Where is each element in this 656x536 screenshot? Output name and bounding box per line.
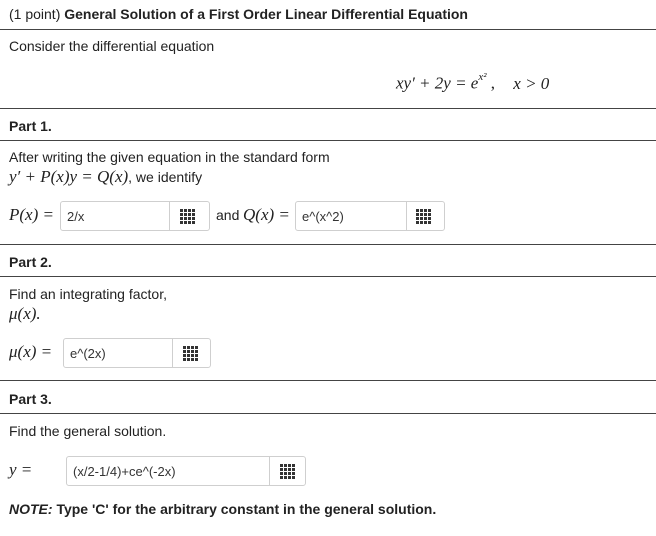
- equation-editor-icon[interactable]: [178, 207, 198, 225]
- part2-instruction: Find an integrating factor,: [9, 286, 167, 302]
- grid-dot: [420, 209, 423, 212]
- grid-dot: [183, 358, 186, 361]
- grid-dot: [195, 350, 198, 353]
- grid-dot: [424, 217, 427, 220]
- grid-dot: [191, 350, 194, 353]
- q-answer-field: [295, 201, 445, 231]
- y-answer-field: [66, 456, 306, 486]
- grid-dot: [428, 221, 431, 224]
- part3-instruction: Find the general solution.: [9, 423, 167, 439]
- grid-dot: [188, 217, 191, 220]
- grid-dot: [428, 213, 431, 216]
- grid-dot: [292, 476, 295, 479]
- grid-dot: [195, 354, 198, 357]
- grid-dot: [192, 209, 195, 212]
- grid-dot: [416, 213, 419, 216]
- grid-dot: [192, 217, 195, 220]
- grid-dot: [183, 350, 186, 353]
- grid-dot: [180, 221, 183, 224]
- grid-dot: [183, 354, 186, 357]
- grid-dot: [428, 209, 431, 212]
- grid-dot: [424, 213, 427, 216]
- grid-dot: [288, 472, 291, 475]
- grid-dot: [280, 476, 283, 479]
- grid-dot: [184, 213, 187, 216]
- identify-text: , we identify: [128, 169, 203, 185]
- grid-dot: [284, 468, 287, 471]
- mu-text: μ(x).: [9, 304, 41, 323]
- grid-dot: [191, 346, 194, 349]
- part1-heading: Part 1.: [9, 118, 52, 134]
- grid-dot: [187, 354, 190, 357]
- grid-dot: [420, 217, 423, 220]
- mu-label: μ(x) =: [9, 342, 53, 361]
- problem-title: General Solution of a First Order Linear Differential Equation: [64, 6, 468, 22]
- grid-dot: [188, 221, 191, 224]
- equation-editor-icon[interactable]: [181, 344, 201, 362]
- grid-dot: [191, 354, 194, 357]
- grid-dot: [188, 213, 191, 216]
- grid-dot: [416, 209, 419, 212]
- grid-dot: [280, 468, 283, 471]
- q-answer-input[interactable]: [296, 202, 406, 230]
- grid-dot: [187, 350, 190, 353]
- standard-form: y′ + P(x)y = Q(x): [9, 167, 129, 186]
- grid-dot: [292, 468, 295, 471]
- grid-dot: [180, 217, 183, 220]
- grid-dot: [280, 464, 283, 467]
- differential-equation: [396, 73, 549, 94]
- grid-dot: [180, 213, 183, 216]
- grid-dot: [184, 209, 187, 212]
- equation-editor-icon[interactable]: [414, 207, 434, 225]
- q-label: Q(x) =: [243, 205, 290, 224]
- grid-dot: [184, 217, 187, 220]
- grid-dot: [192, 213, 195, 216]
- mu-answer-field: [63, 338, 211, 368]
- grid-dot: [187, 358, 190, 361]
- grid-dot: [424, 209, 427, 212]
- divider: [0, 29, 656, 30]
- grid-dot: [284, 476, 287, 479]
- grid-dot: [416, 217, 419, 220]
- divider: [0, 140, 656, 141]
- divider: [0, 108, 656, 109]
- grid-dot: [424, 221, 427, 224]
- grid-dot: [428, 217, 431, 220]
- part2-heading: Part 2.: [9, 254, 52, 270]
- divider: [0, 276, 656, 277]
- grid-dot: [188, 209, 191, 212]
- grid-dot: [187, 346, 190, 349]
- y-answer-input[interactable]: [67, 457, 269, 485]
- equation-condition: x > 0: [513, 73, 550, 93]
- intro-text: Consider the differential equation: [9, 38, 215, 54]
- grid-dot: [416, 221, 419, 224]
- divider: [0, 413, 656, 414]
- p-answer-input[interactable]: [61, 202, 169, 230]
- grid-dot: [292, 464, 295, 467]
- grid-dot: [292, 472, 295, 475]
- note-text: Type 'C' for the arbitrary constant in the general solution.: [56, 501, 437, 517]
- divider: [0, 244, 656, 245]
- part3-heading: Part 3.: [9, 391, 52, 407]
- p-label: P(x) =: [9, 205, 54, 224]
- grid-dot: [420, 213, 423, 216]
- problem-header: [9, 6, 468, 22]
- divider: [0, 380, 656, 381]
- equation-editor-icon[interactable]: [278, 462, 298, 480]
- y-label: y =: [9, 460, 33, 479]
- mu-answer-input[interactable]: [64, 339, 172, 367]
- grid-dot: [420, 221, 423, 224]
- grid-dot: [191, 358, 194, 361]
- grid-dot: [288, 464, 291, 467]
- grid-dot: [195, 358, 198, 361]
- equation-lhs: xy′ + 2y = e: [396, 73, 479, 93]
- note: [9, 501, 436, 517]
- part1-instruction: After writing the given equation in the standard form: [9, 149, 330, 165]
- points-label: (1 point): [9, 6, 61, 22]
- grid-dot: [280, 472, 283, 475]
- and-text: and: [216, 207, 240, 223]
- grid-dot: [184, 221, 187, 224]
- note-label: NOTE:: [9, 501, 53, 517]
- p-answer-field: [60, 201, 210, 231]
- part1-standard-form-line: [9, 167, 202, 187]
- grid-dot: [284, 464, 287, 467]
- grid-dot: [183, 346, 186, 349]
- grid-dot: [180, 209, 183, 212]
- grid-dot: [195, 346, 198, 349]
- grid-dot: [288, 468, 291, 471]
- grid-dot: [192, 221, 195, 224]
- equation-exponent: x²: [478, 71, 487, 83]
- grid-dot: [288, 476, 291, 479]
- grid-dot: [284, 472, 287, 475]
- equation-comma: ,: [490, 73, 496, 93]
